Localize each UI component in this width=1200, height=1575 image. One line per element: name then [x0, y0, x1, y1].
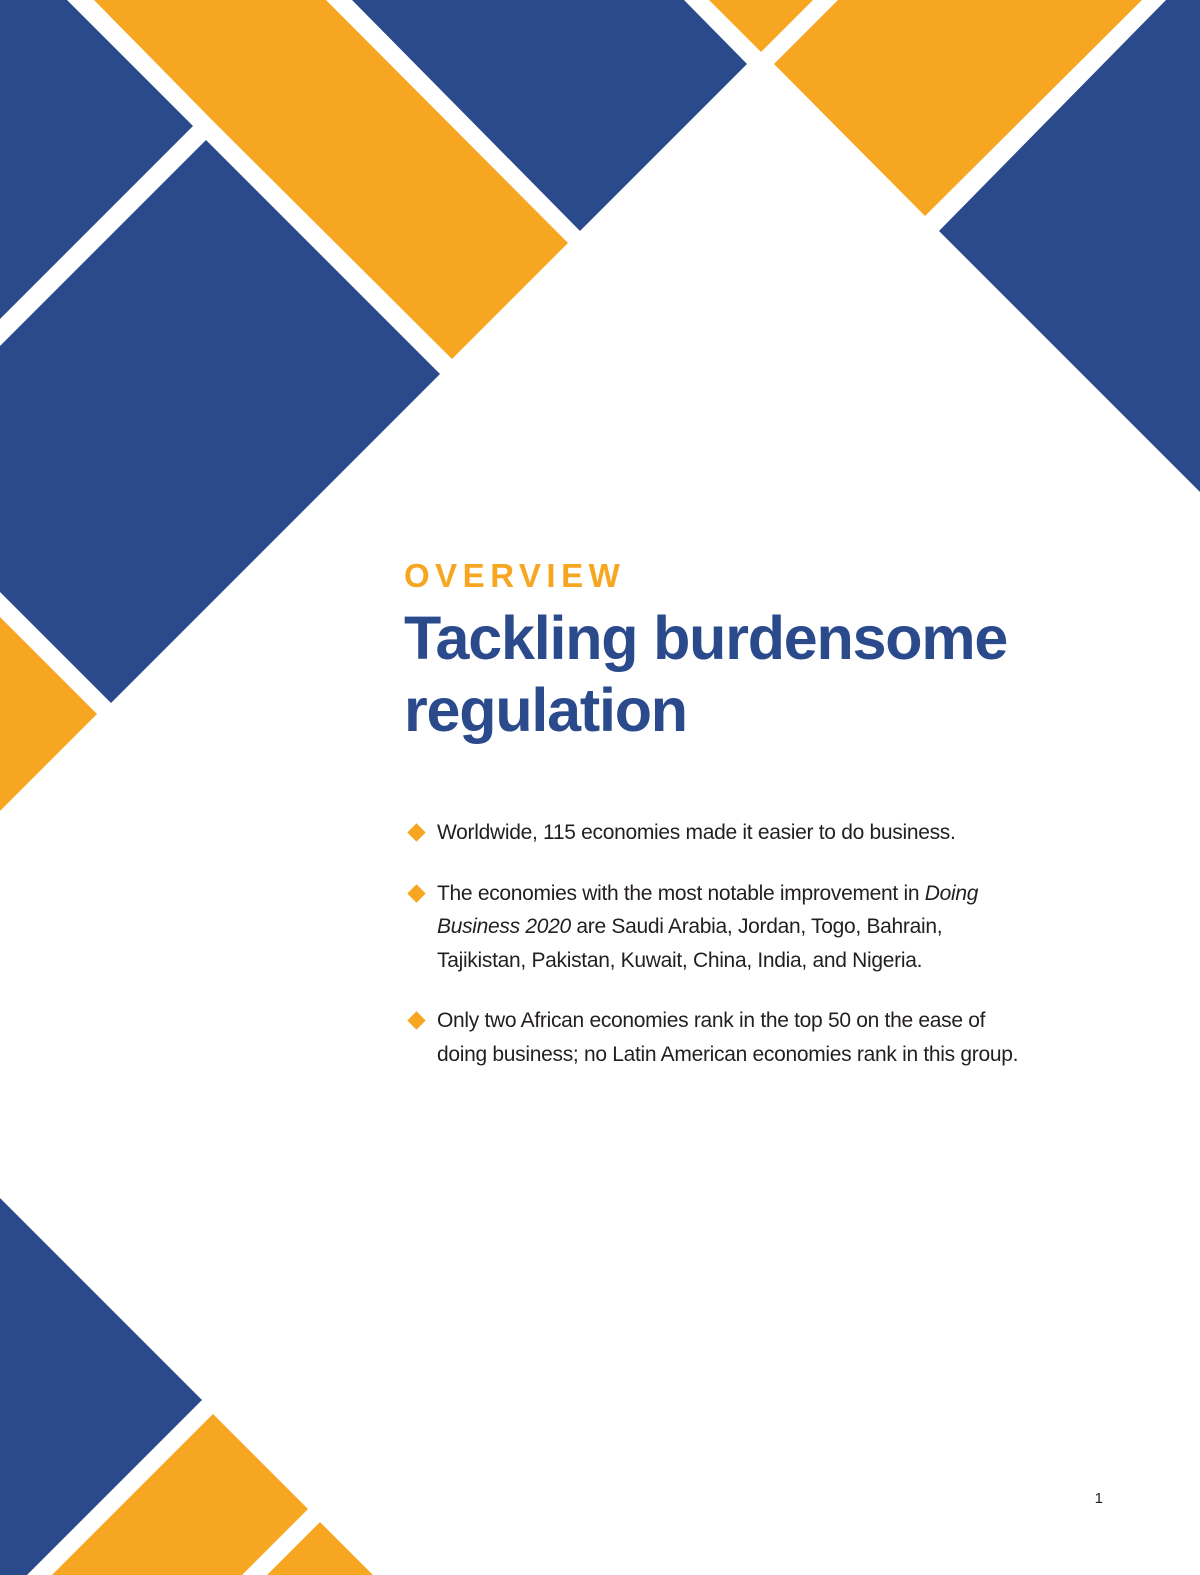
page-number: 1: [1094, 1490, 1103, 1507]
section-kicker: OVERVIEW: [404, 557, 626, 594]
diamond-bullet-icon: [407, 823, 425, 841]
bullet-text-end: are Saudi Arabia, Jordan, Togo, Bahrain, Tajikistan, Pakistan, Kuwait, China, India, and Nigeria.: [437, 915, 943, 972]
overview-content: [404, 556, 1024, 1098]
diamond-bullet-icon: [407, 884, 425, 902]
key-findings-list: [404, 816, 1024, 1071]
bullet-text-start: The economies with the most notable improvement in: [437, 881, 925, 905]
list-item: [404, 877, 1024, 978]
bullet-text: Worldwide, 115 economies made it easier to do business.: [437, 821, 956, 844]
bullet-text: [437, 877, 1024, 978]
list-item: [404, 1004, 1024, 1071]
diamond-bullet-icon: [407, 1011, 425, 1029]
page-title: Tackling burdensome regulation: [404, 604, 1008, 744]
bullet-text: Only two African economies rank in the top 50 on the ease of doing business; no Latin American economies rank in this group.: [437, 1009, 1019, 1066]
report-title-italic: Doing Business 2020: [437, 881, 979, 938]
list-item: [404, 816, 1024, 850]
